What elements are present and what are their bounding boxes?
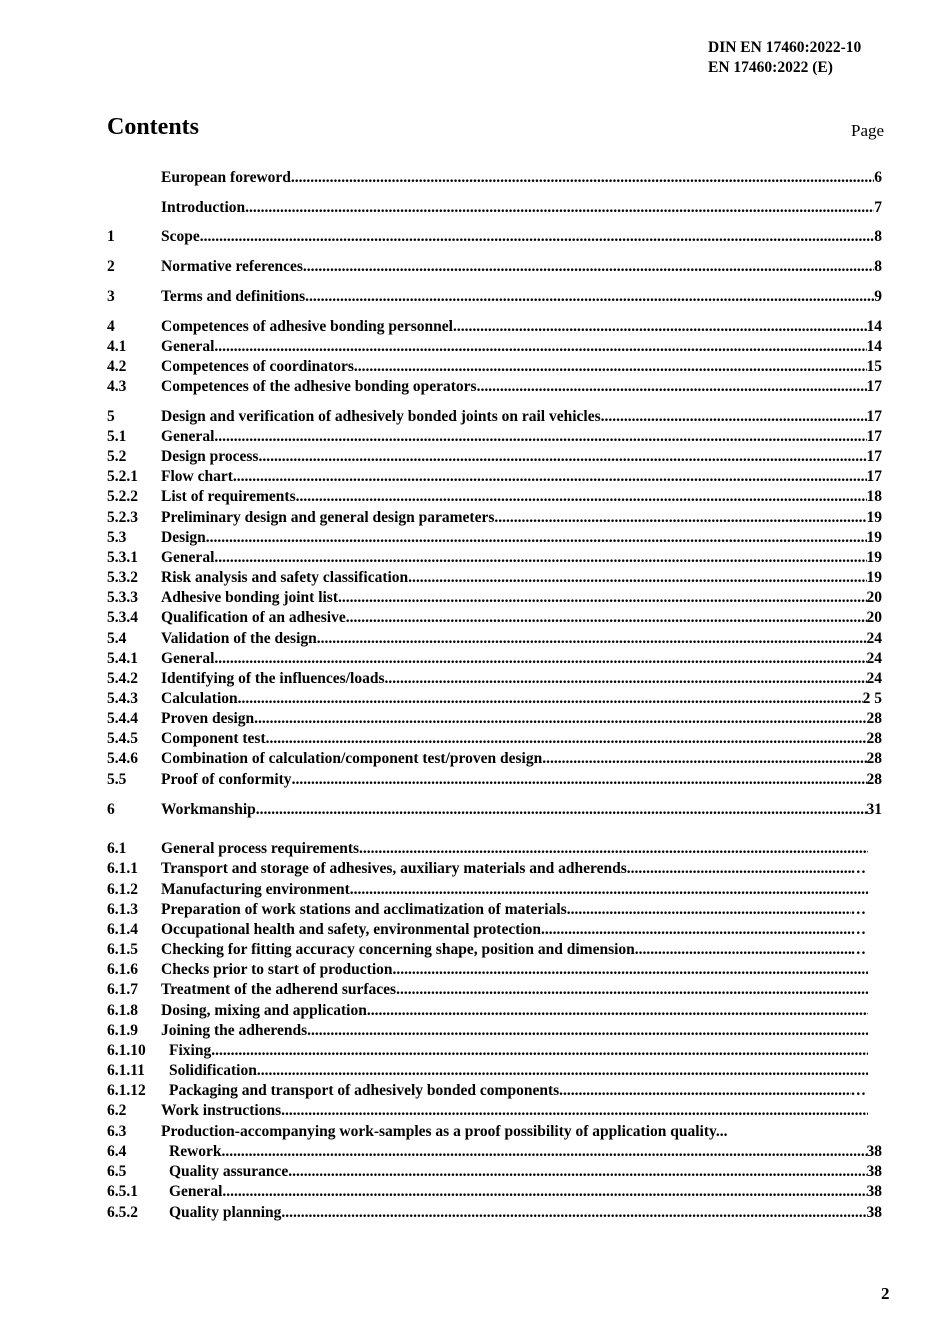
toc-entry-number: 6.1.4: [107, 921, 138, 938]
toc-leader-dots: [350, 880, 868, 900]
toc-leader-dots: [200, 227, 875, 247]
toc-entry[interactable]: [107, 377, 882, 397]
toc-entry-number: 6.4: [107, 1143, 127, 1160]
toc-entry-number: 6.5.2: [107, 1204, 138, 1221]
toc-entry[interactable]: [107, 880, 868, 900]
toc-leader-dots: [296, 487, 867, 507]
toc-entry-page: 17: [866, 428, 882, 445]
toc-entry-title: Packaging and transport of adhesively bonded components: [169, 1082, 560, 1099]
toc-entry-number: 5.3.2: [107, 569, 138, 586]
toc-entry-page: …: [850, 1082, 866, 1099]
toc-entry-title: Combination of calculation/component test/proven design: [161, 750, 543, 767]
toc-leader-dots: [367, 1001, 868, 1021]
standard-edition: EN 17460:2022 (E): [708, 59, 833, 76]
toc-entry-page: 14: [866, 338, 882, 355]
toc-entry-page: 31: [866, 801, 882, 818]
toc-entry[interactable]: [107, 839, 868, 859]
toc-entry[interactable]: [107, 1101, 868, 1121]
toc-entry-page: 9: [874, 288, 882, 305]
toc-entry-title: Production-accompanying work-samples as a proof possibility of application quality...: [161, 1123, 728, 1140]
toc-entry[interactable]: [107, 1142, 882, 1162]
toc-entry-page: …: [850, 860, 866, 877]
toc-entry-number: 5.4.3: [107, 690, 138, 707]
toc-entry[interactable]: [107, 168, 882, 188]
toc-entry[interactable]: [107, 749, 882, 769]
toc-entry-page: 38: [866, 1183, 882, 1200]
toc-entry-title: Risk analysis and safety classification: [161, 569, 409, 586]
page-number: 2: [881, 1284, 890, 1303]
toc-entry-title: General: [161, 338, 215, 355]
toc-entry[interactable]: [107, 528, 882, 548]
toc-entry-title: General process requirements: [161, 840, 360, 857]
toc-entry-number: 5.4: [107, 630, 127, 647]
toc-leader-dots: [303, 257, 874, 277]
toc-entry-title: Component test: [161, 730, 266, 747]
toc-entry-title: Qualification of an adhesive: [161, 609, 346, 626]
toc-entry-page: 19: [866, 509, 882, 526]
toc-entry-page: 28: [866, 710, 882, 727]
toc-entry[interactable]: [107, 800, 882, 820]
toc-entry-number: 6.1.5: [107, 941, 138, 958]
toc-leader-dots: [222, 1182, 866, 1202]
toc-entry-page: 17: [866, 408, 882, 425]
toc-entry[interactable]: [107, 588, 882, 608]
toc-leader-dots: [305, 287, 874, 307]
toc-entry[interactable]: [107, 920, 866, 940]
toc-entry-title: Preparation of work stations and acclimatization of materials: [161, 901, 567, 918]
toc-entry-number: 6.1.6: [107, 961, 138, 978]
toc-entry-title: Design process: [161, 448, 259, 465]
toc-entry-number: 6.1.12: [107, 1082, 146, 1099]
toc-entry-title: Checking for fitting accuracy concerning shape, position and dimension: [161, 941, 635, 958]
toc-entry[interactable]: [107, 1203, 882, 1223]
toc-entry-page: 38: [866, 1143, 882, 1160]
toc-entry[interactable]: [107, 548, 882, 568]
toc-entry-title: Workmanship: [161, 801, 256, 818]
toc-entry-page: 28: [866, 771, 882, 788]
toc-leader-dots: [254, 709, 866, 729]
toc-entry-page: 6: [874, 169, 882, 186]
toc-leader-dots: [627, 859, 851, 879]
toc-leader-dots: [214, 337, 866, 357]
toc-entry[interactable]: [107, 287, 882, 307]
page-title: Contents: [107, 114, 200, 140]
toc-entry-title: Terms and definitions: [161, 288, 306, 305]
toc-leader-dots: [245, 198, 874, 218]
toc-entry[interactable]: [107, 487, 882, 507]
toc-entry-title: Adhesive bonding joint list: [161, 589, 339, 606]
toc-entry[interactable]: [107, 257, 882, 277]
toc-entry-title: List of requirements: [161, 488, 296, 505]
toc-entry-page: 8: [874, 228, 882, 245]
toc-leader-dots: [266, 729, 867, 749]
toc-entry-number: 4.3: [107, 378, 127, 395]
toc-entry-title: Joining the adherends: [161, 1022, 308, 1039]
toc-entry-number: 6.1.7: [107, 981, 138, 998]
toc-leader-dots: [233, 467, 867, 487]
toc-entry-title: Dosing, mixing and application: [161, 1002, 367, 1019]
toc-entry-number: 5.2: [107, 448, 127, 465]
toc-entry-number: 6.1.2: [107, 881, 138, 898]
toc-entry-number: 5.4.1: [107, 650, 138, 667]
toc-entry-number: 6.1.3: [107, 901, 138, 918]
toc-entry-number: 5.4.2: [107, 670, 138, 687]
toc-entry-title: Design: [161, 529, 206, 546]
toc-entry[interactable]: [107, 357, 882, 377]
toc-entry-title: European foreword: [161, 169, 291, 186]
toc-leader-dots: [257, 1061, 868, 1081]
toc-entry-number: 3: [107, 288, 115, 305]
toc-entry[interactable]: [107, 1182, 882, 1202]
toc-entry[interactable]: [107, 629, 882, 649]
toc-leader-dots: [206, 528, 867, 548]
toc-leader-dots: [635, 940, 851, 960]
toc-entry-number: 2: [107, 258, 115, 275]
toc-entry[interactable]: [107, 407, 882, 427]
toc-entry-number: 6.5: [107, 1163, 127, 1180]
toc-entry-number: 5.4.5: [107, 730, 138, 747]
toc-entry-title: Validation of the design: [161, 630, 317, 647]
toc-leader-dots: [408, 568, 866, 588]
toc-entry-number: 1: [107, 228, 115, 245]
toc-leader-dots: [601, 407, 867, 427]
toc-entry[interactable]: [107, 427, 882, 447]
toc-leader-dots: [214, 649, 866, 669]
toc-entry[interactable]: [107, 980, 868, 1000]
toc-entry-title: General: [161, 650, 215, 667]
toc-entry[interactable]: [107, 337, 882, 357]
toc-entry-title: General: [161, 428, 215, 445]
toc-entry-title: Normative references: [161, 258, 303, 275]
toc-entry-number: 5.4.6: [107, 750, 138, 767]
toc-entry-title: Preliminary design and general design parameters: [161, 509, 495, 526]
toc-leader-dots: [338, 588, 866, 608]
toc-entry[interactable]: [107, 900, 866, 920]
toc-entry-page: 24: [866, 670, 882, 687]
toc-entry-page: 15: [866, 358, 882, 375]
toc-entry-title: General: [169, 1183, 223, 1200]
toc-leader-dots: [292, 770, 867, 790]
toc-entry-number: 6.1.1: [107, 860, 138, 877]
toc-entry-page: …: [850, 941, 866, 958]
toc-entry-title: Solidification: [169, 1062, 257, 1079]
toc-entry-title: Identifying of the influences/loads: [161, 670, 385, 687]
toc-entry[interactable]: [107, 669, 882, 689]
toc-leader-dots: [542, 749, 866, 769]
toc-entry-page: 17: [866, 468, 882, 485]
toc-leader-dots: [559, 1081, 850, 1101]
toc-entry[interactable]: [107, 1162, 882, 1182]
toc-entry-page: 28: [866, 750, 882, 767]
toc-entry-title: Proven design: [161, 710, 255, 727]
toc-leader-dots: [281, 1203, 866, 1223]
toc-entry-page: 20: [866, 589, 882, 606]
toc-entry-number: 5: [107, 408, 115, 425]
page-column-label: Page: [851, 121, 885, 140]
toc-entry[interactable]: [107, 568, 882, 588]
toc-entry-page: 7: [874, 199, 882, 216]
toc-entry[interactable]: [107, 770, 882, 790]
toc-entry[interactable]: [107, 227, 882, 247]
toc-entry-number: 6.3: [107, 1123, 127, 1140]
toc-entry-number: 4.2: [107, 358, 127, 375]
toc-leader-dots: [396, 980, 868, 1000]
toc-entry-page: 24: [866, 630, 882, 647]
toc-entry-number: 5.3.3: [107, 589, 138, 606]
toc-entry[interactable]: [107, 198, 882, 218]
toc-entry[interactable]: [107, 1041, 868, 1061]
toc-entry-title: Rework: [169, 1143, 222, 1160]
toc-entry-title: Checks prior to start of production: [161, 961, 393, 978]
toc-entry[interactable]: [107, 447, 882, 467]
toc-entry-number: 5.1: [107, 428, 127, 445]
toc-leader-dots: [214, 548, 866, 568]
toc-leader-dots: [291, 168, 874, 188]
toc-entry-title: Occupational health and safety, environmental protection: [161, 921, 542, 938]
toc-entry-number: 5.2.1: [107, 468, 138, 485]
toc-entry-number: 4.1: [107, 338, 127, 355]
toc-entry-page: 18: [866, 488, 882, 505]
toc-entry-title: Flow chart: [161, 468, 233, 485]
toc-entry-title: Transport and storage of adhesives, auxiliary materials and adherends: [161, 860, 627, 877]
toc-entry[interactable]: [107, 940, 866, 960]
toc-entry-title: Quality assurance: [169, 1163, 289, 1180]
toc-entry-title: Calculation: [161, 690, 238, 707]
toc-leader-dots: [477, 377, 867, 397]
toc-entry-title: Fixing: [169, 1042, 212, 1059]
toc-entry-title: Proof of conformity: [161, 771, 292, 788]
toc-entry-page: 24: [866, 650, 882, 667]
document-header: [708, 38, 861, 78]
toc-entry[interactable]: [107, 689, 882, 709]
toc-entry-title: Manufacturing environment: [161, 881, 350, 898]
toc-leader-dots: [384, 669, 866, 689]
toc-leader-dots: [214, 427, 866, 447]
toc-entry-number: 5.3.1: [107, 549, 138, 566]
toc-entry-number: 6.2: [107, 1102, 127, 1119]
toc-entry-number: 6.1.11: [107, 1062, 145, 1079]
toc-entry-number: 5.2.2: [107, 488, 138, 505]
toc-entry-title: Scope: [161, 228, 200, 245]
toc-entry-number: 5.2.3: [107, 509, 138, 526]
toc-entry[interactable]: [107, 1081, 866, 1101]
toc-leader-dots: [393, 960, 869, 980]
toc-entry-page: 17: [866, 448, 882, 465]
toc-entry-title: Competences of adhesive bonding personnel: [161, 318, 453, 335]
toc-entry-title: Competences of coordinators: [161, 358, 354, 375]
toc-entry[interactable]: [107, 729, 882, 749]
toc-entry-page: 38: [866, 1204, 882, 1221]
toc-entry-number: 6.1.8: [107, 1002, 138, 1019]
toc-entry-page: 14: [866, 318, 882, 335]
toc-entry[interactable]: [107, 1122, 882, 1142]
toc-entry-page: 28: [866, 730, 882, 747]
toc-entry-page: 38: [866, 1163, 882, 1180]
toc-entry[interactable]: [107, 649, 882, 669]
toc-entry-page: …: [850, 901, 866, 918]
toc-leader-dots: [238, 689, 863, 709]
toc-entry-number: 5.3: [107, 529, 127, 546]
toc-entry-number: 6.5.1: [107, 1183, 138, 1200]
toc-entry-title: Treatment of the adherend surfaces: [161, 981, 397, 998]
toc-leader-dots: [256, 800, 867, 820]
toc-entry-number: 5.3.4: [107, 609, 138, 626]
toc-entry-number: 6.1.10: [107, 1042, 146, 1059]
standard-number: DIN EN 17460:2022-10: [708, 39, 862, 56]
toc-entry[interactable]: [107, 859, 866, 879]
toc-leader-dots: [281, 1101, 868, 1121]
toc-entry-title: General: [161, 549, 215, 566]
toc-leader-dots: [222, 1142, 867, 1162]
toc-leader-dots: [494, 508, 866, 528]
toc-entry[interactable]: [107, 1021, 868, 1041]
toc-entry-title: Design and verification of adhesively bonded joints on rail vehicles: [161, 408, 601, 425]
toc-entry-number: 6: [107, 801, 115, 818]
toc-entry-title: Introduction: [161, 199, 246, 216]
toc-entry-page: …: [850, 921, 866, 938]
toc-entry[interactable]: [107, 317, 882, 337]
toc-entry-page: 8: [874, 258, 882, 275]
toc-entry[interactable]: [107, 960, 868, 980]
toc-entry[interactable]: [107, 1001, 868, 1021]
toc-entry-page: 19: [866, 569, 882, 586]
toc-entry-page: 2 5: [862, 690, 882, 707]
toc-leader-dots: [354, 357, 867, 377]
toc-entry-title: Quality planning: [169, 1204, 282, 1221]
toc-leader-dots: [258, 447, 866, 467]
toc-leader-dots: [307, 1021, 868, 1041]
toc-leader-dots: [359, 839, 868, 859]
toc-entry-number: 4: [107, 318, 115, 335]
toc-entry-page: 19: [866, 529, 882, 546]
toc-entry-number: 6.1.9: [107, 1022, 138, 1039]
toc-entry[interactable]: [107, 467, 882, 487]
toc-entry-number: 5.5: [107, 771, 127, 788]
toc-entry-number: 5.4.4: [107, 710, 138, 727]
toc-entry[interactable]: [107, 709, 882, 729]
toc-entry[interactable]: [107, 608, 882, 628]
toc-entry-page: 20: [866, 609, 882, 626]
toc-leader-dots: [317, 629, 867, 649]
toc-leader-dots: [541, 920, 850, 940]
toc-leader-dots: [567, 900, 851, 920]
toc-leader-dots: [346, 608, 867, 628]
toc-entry-title: Competences of the adhesive bonding operators: [161, 378, 477, 395]
toc-entry[interactable]: [107, 508, 882, 528]
toc-entry[interactable]: [107, 1061, 868, 1081]
toc-leader-dots: [453, 317, 867, 337]
toc-entry-page: 17: [866, 378, 882, 395]
toc-entry-title: Work instructions: [161, 1102, 282, 1119]
toc-entry-number: 6.1: [107, 840, 127, 857]
toc-leader-dots: [211, 1041, 868, 1061]
toc-entry-page: 19: [866, 549, 882, 566]
toc-leader-dots: [288, 1162, 866, 1182]
